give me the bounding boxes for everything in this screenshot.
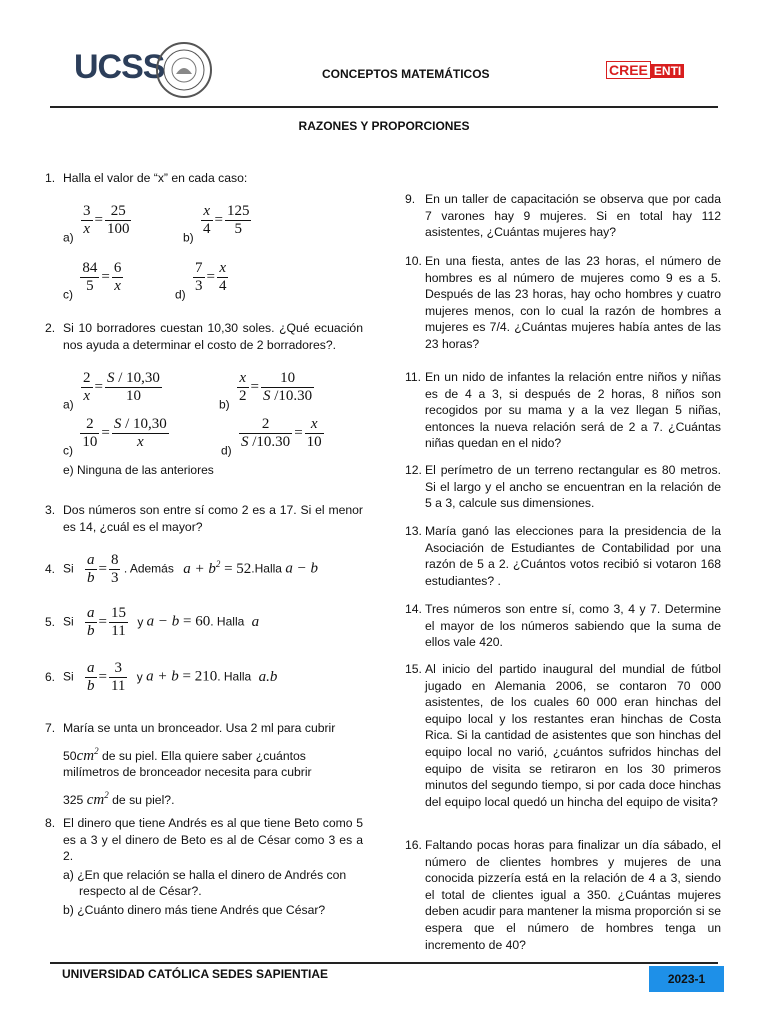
q7-line-4: 325 $cm^2$ de su piel?. (63, 789, 175, 808)
brand-b: ENTI (651, 64, 684, 78)
question-8 (45, 815, 363, 919)
q1-option-c: c) $\frac{84}{5}$ = $\frac{6}{x}$ (63, 260, 122, 302)
question-7 (45, 720, 363, 808)
footer-divider (50, 962, 718, 964)
footer-year-badge: 2023-1 (649, 966, 724, 992)
question-text: Faltando pocas horas para finalizar un día sábado, el número de clientes hombres y mujeres de una conocida pizzería está en la relación de 4 a 3, siendo el total de clientes igual a 350. ¿Cuántas mujeres deben acudir para mantener la misma proporción si se espera que el número de hombres tenga un incremento de 40? (425, 838, 721, 952)
university-seal-icon (156, 42, 212, 98)
question-number: 1. (45, 171, 56, 185)
question-10 (405, 253, 721, 353)
question-12 (405, 462, 721, 512)
question-number: 13. (405, 524, 422, 538)
question-number: 2. (45, 321, 56, 335)
question-text: Al inicio del partido inaugural del mundial de fútbol jugado en Alemania 2006, se contaron 70 000 asistentes, de los cuales 60 000 eran hinchas del equipo local y los restantes eran hinchas de Costa Rica. Si la cantidad de asistentes que son hinchas del equipo local no varió, ¿cuántos sufridos hinchas del equipo de visita se retiraron en los 30 primeros minutos del segundo tiempo, si por cada doce hinchas del equipo local quedó un hincha del equipo de visita? (425, 662, 721, 809)
question-text: María ganó las elecciones para la presidencia de la Asociación de Estudiantes de Contabilidad por una razón de 5 a 2. ¿Cuántos votos recibió si votaron 168 estudiantes? . (425, 524, 721, 588)
question-text: Dos números son entre sí como 2 es a 17. Si el menor es 14, ¿cuál es el mayor? (63, 503, 363, 534)
question-5: 5. Si $\frac{a}{b}$ = $\frac{15}{11}$ y a − b = 60. Halla a (45, 605, 260, 639)
q2-option-e: e) Ninguna de las anteriores (63, 463, 214, 477)
question-3 (45, 502, 363, 535)
q7-line-1: María se unta un bronceador. Usa 2 ml para cubrir (63, 721, 336, 735)
question-number: 11. (405, 370, 422, 384)
question-16 (405, 837, 721, 953)
question-6: 6. Si $\frac{a}{b}$ = $\frac{3}{11}$ y a + b = 210. Halla a.b (45, 660, 278, 694)
footer-university: UNIVERSIDAD CATÓLICA SEDES SAPIENTIAE (62, 967, 329, 981)
ucss-logo: UCSS (74, 48, 165, 86)
question-text: El perímetro de un terreno rectangular es 80 metros. Si el largo y el ancho se encuentran en la relación de 5 a 3, calcule sus dimensiones. (425, 463, 721, 511)
q1-option-a: a) $\frac{3}{x}$ = $\frac{25}{100}$ (63, 203, 130, 245)
question-number: 9. (405, 192, 416, 206)
question-text: En un taller de capacitación se observa que por cada 7 varones hay 9 mujeres. Si en total hay 112 asistentes, ¿Cuántas mujeres hay? (425, 192, 721, 240)
header-divider (50, 106, 718, 108)
question-9 (405, 191, 721, 241)
q2-option-a: a) $\frac{2}{x}$ = $\frac{S / 10,30}{10}$ (63, 370, 160, 412)
question-number: 15. (405, 662, 422, 676)
q1-option-b: b) $\frac{x}{4}$ = $\frac{125}{5}$ (183, 203, 250, 245)
question-number: 8. (45, 816, 56, 830)
question-4: 4. Si $\frac{a}{b}$ = $\frac{8}{3}$ . Además $a + b^2$ = 52.Halla a − b (45, 552, 318, 586)
q2-option-b: b) $\frac{x}{2}$ = $\frac{10}{S /10.30}$ (219, 370, 313, 412)
q8-option-a: a) ¿En que relación se halla el dinero de Andrés con respecto al de César?. (63, 867, 347, 899)
question-number: 14. (405, 602, 422, 616)
q7-line-2: $50cm^2$ de su piel. Ella quiere saber ¿cuántos (63, 745, 306, 764)
question-2 (45, 320, 363, 353)
question-11 (405, 369, 721, 452)
page-subtitle: RAZONES Y PROPORCIONES (298, 119, 470, 133)
question-15 (405, 661, 721, 810)
cree-enti-logo (606, 62, 684, 78)
question-text: En un nido de infantes la relación entre niños y niñas es de 4 a 3, si después de 2 horas, 8 niños son recogidos por su mama y a la vez llegan 5 niñas, entonces la nueva relación será de 2 a 7. ¿Cuántas niñas quedan en el nido? (425, 370, 721, 451)
question-text: Tres números son entre sí, como 3, 4 y 7. Determine el mayor de los números sabiendo que la suma de ellos vale 420. (425, 602, 721, 650)
q8-option-b: b) ¿Cuánto dinero más tiene Andrés que César? (63, 902, 326, 917)
question-14 (405, 601, 721, 651)
q2-option-c: c) $\frac{2}{10}$ = $\frac{S / 10,30}{x}$ (63, 416, 167, 458)
question-number: 12. (405, 463, 422, 477)
brand-a: CREE (606, 61, 651, 79)
question-number: 3. (45, 503, 56, 517)
q2-option-d: d) $\frac{2}{S /10.30}$ = $\frac{x}{10}$ (221, 416, 322, 458)
question-13 (405, 523, 721, 589)
question-1 (45, 170, 363, 187)
question-number: 7. (45, 721, 56, 735)
question-text: En una fiesta, antes de las 23 horas, el número de hombres es al número de mujeres como 9 es a 5. Después de las 23 horas, hay ocho hombres y cuatro mujeres menos, con lo cual la razón de hombres a mujeres es 7/4. ¿Cuántas mujeres había antes de las 23 horas? (425, 254, 721, 351)
question-number: 10. (405, 254, 422, 268)
question-text: Si 10 borradores cuestan 10,30 soles. ¿Qué ecuación nos ayuda a determinar el costo de 2 borradores?. (63, 321, 363, 352)
question-text: El dinero que tiene Andrés es al que tiene Beto como 5 es a 3 y el dinero de Beto es al de César como 3 es a 2. (63, 816, 363, 864)
question-number: 16. (405, 838, 422, 852)
q7-line-3: milímetros de bronceador necesita para cubrir (63, 765, 312, 780)
question-text: Halla el valor de “x” en cada caso: (63, 171, 248, 185)
header-title: CONCEPTOS MATEMÁTICOS (322, 67, 490, 81)
q1-option-d: d) $\frac{7}{3}$ = $\frac{x}{4}$ (175, 260, 227, 302)
